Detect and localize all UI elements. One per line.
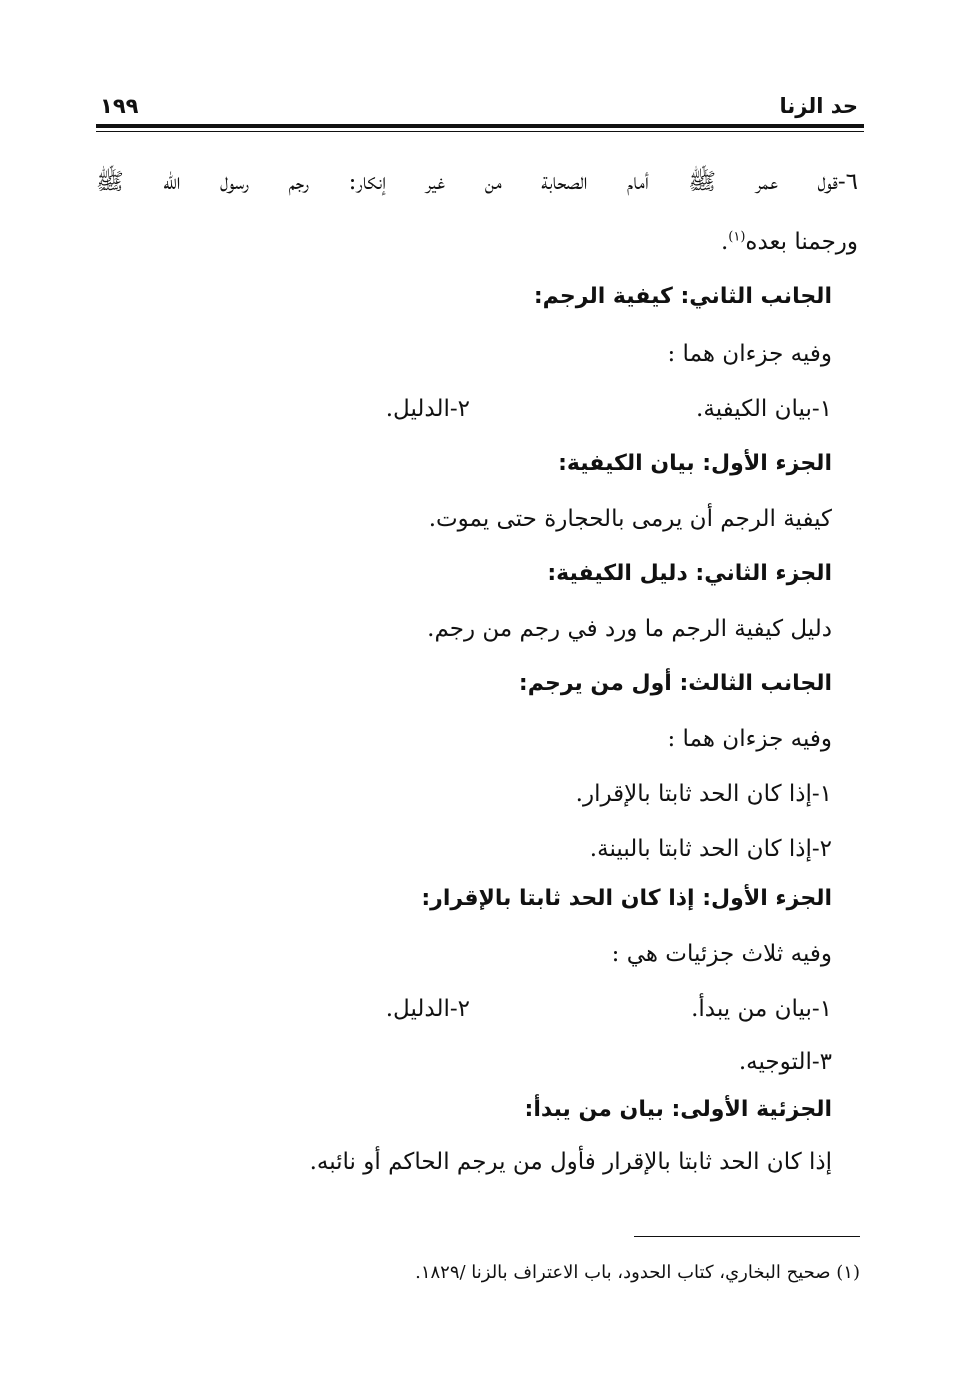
list-item-rationale: ٣-التوجيه. xyxy=(738,1049,832,1075)
text-evidence: دليل كيفية الرجم ما ورد في رجم من رجم. xyxy=(427,616,832,642)
heading-subpart-1: الجزئية الأولى: بيان من يبدأ: xyxy=(524,1097,832,1122)
running-header xyxy=(96,92,864,126)
header-rule-thin xyxy=(96,131,864,132)
text-who-begins: إذا كان الحد ثابتا بالإقرار فأول من يرجم الحاكم أو نائبه. xyxy=(309,1149,832,1175)
text-manner: كيفية الرجم أن يرمى بالحجارة حتى يموت. xyxy=(428,506,832,532)
text-two-parts-1: وفيه جزءان هما : xyxy=(667,341,832,367)
footnote-ref: (١) xyxy=(728,229,746,245)
line-2-text: ورجمنا بعده xyxy=(745,229,858,255)
heading-aspect-2: الجانب الثاني: كيفية الرجم: xyxy=(533,284,832,309)
chapter-title: حد الزنا xyxy=(779,94,858,118)
list-item-manner: ١-بيان الكيفية. xyxy=(696,396,832,422)
footnote-separator xyxy=(634,1236,860,1237)
line-2-end: . xyxy=(720,229,729,255)
heading-part-2-evidence: الجزء الثاني: دليل الكيفية: xyxy=(547,561,832,586)
list-item-proof: ٢-إذا كان الحد ثابتا بالبينة. xyxy=(589,836,832,862)
list-item-who-begins: ١-بيان من يبدأ. xyxy=(691,996,832,1022)
heading-part-1-manner: الجزء الأول: بيان الكيفية: xyxy=(558,451,832,476)
header-rule-thick xyxy=(96,124,864,128)
text-three-subparts: وفيه ثلاث جزئيات هي : xyxy=(611,941,832,967)
heading-aspect-3: الجانب الثالث: أول من يرجم: xyxy=(518,671,832,696)
list-item-evidence-1: ٢-الدليل. xyxy=(385,396,470,422)
paragraph-line-2 xyxy=(721,226,858,258)
text-two-parts-2: وفيه جزءان هما : xyxy=(667,726,832,752)
list-item-confession: ١-إذا كان الحد ثابتا بالإقرار. xyxy=(575,781,832,807)
list-item-evidence-2: ٢-الدليل. xyxy=(385,996,470,1022)
page-number: ١٩٩ xyxy=(100,94,139,118)
footnote: (١) صحيح البخاري، كتاب الحدود، باب الاعتراف بالزنا /١٨٢٩. xyxy=(415,1262,860,1283)
heading-part-1-confession: الجزء الأول: إذا كان الحد ثابتا بالإقرار: xyxy=(421,886,832,911)
paragraph-line-1: ٦-قول عمر ﷺ أمام الصحابة من غير إنكار: رجم رسول الله ﷺ xyxy=(96,169,858,195)
